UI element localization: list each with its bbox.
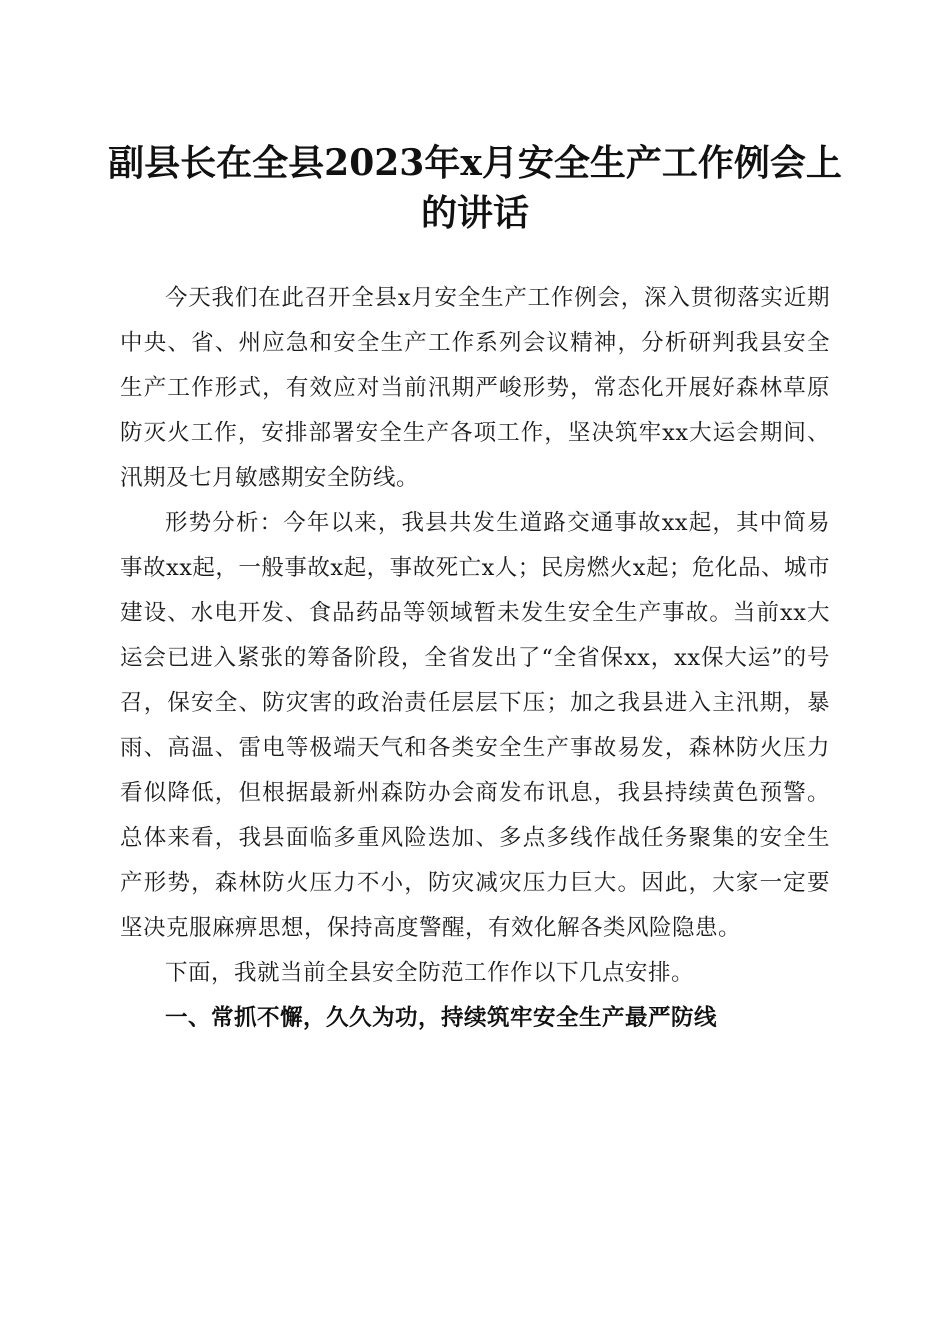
paragraph-arrangements-intro: 下面，我就当前全县安全防范工作作以下几点安排。 xyxy=(165,960,695,986)
section-heading-1: 一、常抓不懈，久久为功，持续筑牢安全生产最严防线 xyxy=(165,1005,718,1031)
paragraph-situation-analysis: 形势分析：今年以来，我县共发生道路交通事故xx起，其中简易事故xx起，一般事故x起，事故死亡x人；民房燃火x起；危化品、城市建设、水电开发、食品药品等领域暂未发生安全生产事故。当前xx大运会已进入紧张的筹备阶段，全省发出了“全省保xx，xx保大运”的号召，保安全、防灾害的政治责任层层下压；加之我县进入主汛期，暴雨、高温、雷电等极端天气和各类安全生产事故易发，森林防火压力看似降低，但根据最新州森防办会商发布讯息，我县持续黄色预警。总体来看，我县面临多重风险迭加、多点多线作战任务聚集的安全生产形势，森林防火压力不小，防灾减灾压力巨大。因此，大家一定要坚决克服麻痹思想，保持高度警醒，有效化解各类风险隐患。 xyxy=(120,510,830,941)
paragraph-opening: 今天我们在此召开全县x月安全生产工作例会，深入贯彻落实近期中央、省、州应急和安全生产工作系列会议精神，分析研判我县安全生产工作形式，有效应对当前汛期严峻形势，常态化开展好森林草原防灭火工作，安排部署安全生产各项工作，坚决筑牢xx大运会期间、汛期及七月敏感期安全防线。 xyxy=(120,285,830,491)
document-body xyxy=(120,276,830,1041)
document-title: 副县长在全县2023年x月安全生产工作例会上的讲话 xyxy=(108,142,842,234)
